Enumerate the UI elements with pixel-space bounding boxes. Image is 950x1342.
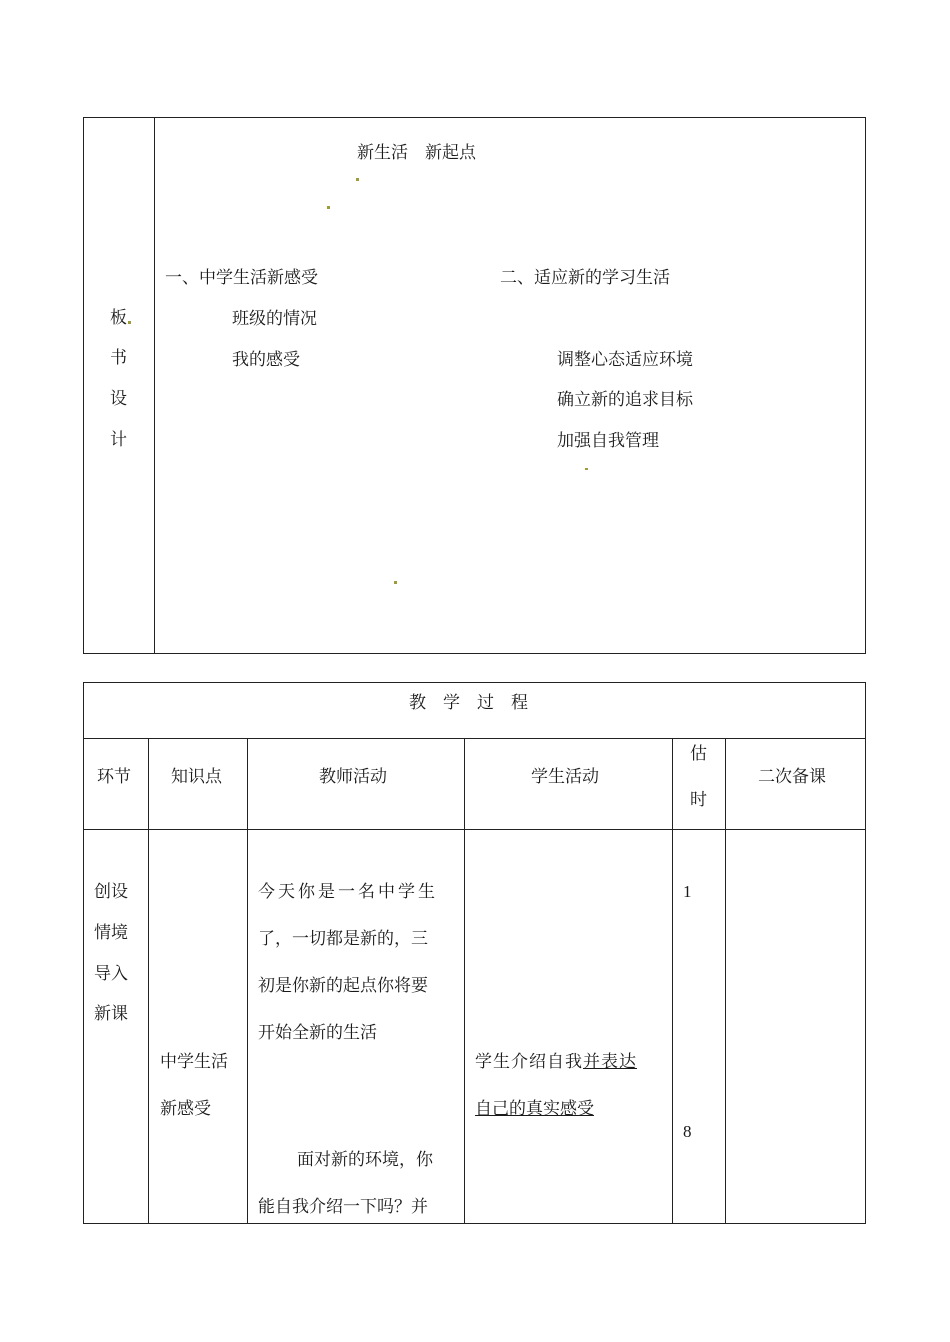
board-design-table [83,117,866,654]
header-stage: 环节 [97,767,131,787]
teacher-line-3: 初是你新的起点你将要 [258,976,428,996]
header-time-2: 时 [690,790,707,810]
teacher-line-6: 能自我介绍一下吗？并 [258,1197,428,1217]
student-line-1-underlined: 并表达 [583,1052,637,1072]
decor-dot [128,321,131,324]
knowledge-line-1: 中学生活 [160,1052,228,1072]
section2-item-2: 确立新的追求目标 [557,390,693,410]
teacher-line-2: 了，一切都是新的，三 [258,929,428,949]
stage-line-2: 情境 [94,923,128,943]
process-header-bottom-line [83,829,866,830]
board-title: 新生活 新起点 [357,143,476,163]
section1-heading: 一、中学生活新感受 [165,268,318,288]
teacher-line-4: 开始全新的生活 [258,1023,377,1043]
col-divider [247,738,248,1224]
header-knowledge: 知识点 [171,767,222,787]
teacher-line-1: 今天你是一名中学生 [258,882,438,902]
stage-line-3: 导入 [94,964,128,984]
stage-line-1: 创设 [94,882,128,902]
header-time-1: 估 [690,744,707,764]
section2-item-3: 加强自我管理 [557,431,659,451]
decor-dot [394,581,397,584]
board-side-label-3: 设 [110,389,127,409]
teacher-line-5: 面对新的环境，你 [297,1150,433,1170]
process-header-top-line [83,738,866,739]
board-side-label-2: 书 [110,348,127,368]
knowledge-line-2: 新感受 [160,1099,211,1119]
col-divider [464,738,465,1224]
board-side-label-1: 板 [110,308,127,328]
section1-item-2: 我的感受 [232,350,300,370]
decor-dot [585,468,588,470]
time-value-1: 1 [683,882,692,901]
header-notes: 二次备课 [758,767,826,787]
col-divider [148,738,149,1224]
col-divider [672,738,673,1224]
decor-dot [356,178,359,181]
student-line-1 [475,1052,637,1072]
col-divider [725,738,726,1224]
board-side-label-4: 计 [110,430,127,450]
process-table [83,682,866,1224]
section2-item-1: 调整心态适应环境 [557,350,693,370]
section1-item-1: 班级的情况 [232,309,317,329]
header-student: 学生活动 [531,767,599,787]
time-value-2: 8 [683,1122,692,1141]
process-title: 教 学 过 程 [409,693,528,713]
board-side-divider [154,117,155,654]
student-line-2: 自己的真实感受 [475,1099,594,1119]
decor-dot [327,206,330,209]
stage-line-4: 新课 [94,1004,128,1024]
header-teacher: 教师活动 [319,767,387,787]
section2-heading: 二、适应新的学习生活 [500,268,670,288]
student-line-1-plain: 学生介绍自我 [475,1052,583,1072]
